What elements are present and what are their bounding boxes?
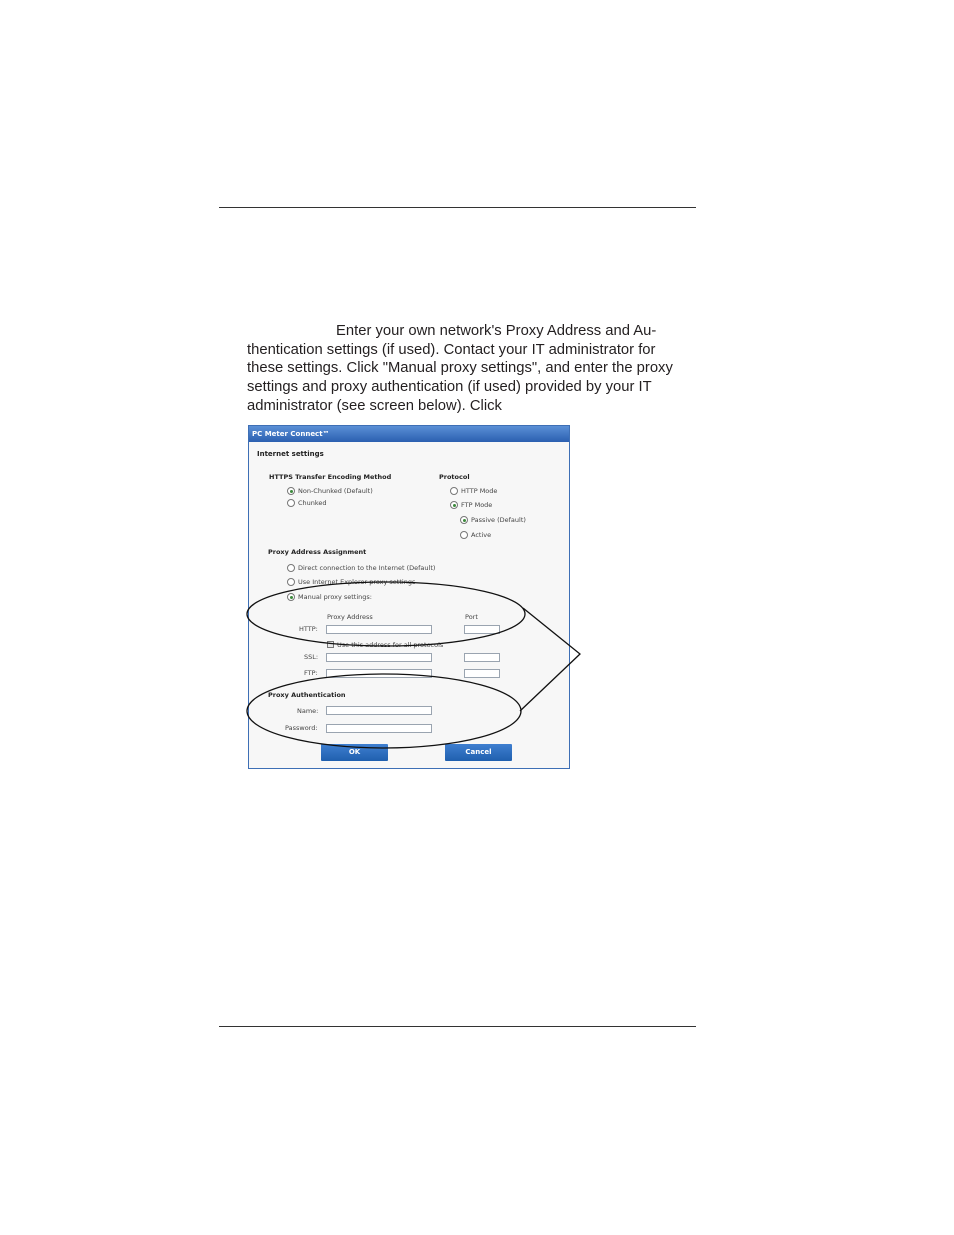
non-chunked-label: Non-Chunked (Default) xyxy=(298,487,373,495)
paragraph-line: administrator (see screen below). Click xyxy=(247,397,502,414)
ftp-mode-label: FTP Mode xyxy=(461,501,493,509)
name-label: Name: xyxy=(297,707,319,715)
http-mode-label: HTTP Mode xyxy=(461,487,498,495)
paragraph-line: settings and proxy authentication (if used) provided by your IT xyxy=(247,379,652,396)
paragraph-line: thentication settings (if used). Contact your IT administrator for xyxy=(247,341,656,358)
proxy-assignment-label: Proxy Address Assignment xyxy=(268,548,367,556)
callout-pointer-line xyxy=(520,608,580,711)
paragraph-line: Enter your own network's Proxy Address and Au- xyxy=(336,323,657,339)
ok-button[interactable]: OK xyxy=(321,744,388,761)
dialog-title: PC Meter Connect™ xyxy=(249,426,569,442)
bottom-rule xyxy=(219,1026,696,1027)
ie-proxy-label: Use Internet Explorer proxy settings xyxy=(298,578,416,586)
direct-connection-label: Direct connection to the Internet (Default) xyxy=(298,564,436,572)
protocol-label: Protocol xyxy=(439,473,470,481)
chunked-label: Chunked xyxy=(298,499,327,507)
active-label: Active xyxy=(471,531,492,539)
auth-callout-ellipse xyxy=(247,674,521,748)
paragraph-line: these settings. Click "Manual proxy settings", and enter the proxy xyxy=(247,360,673,377)
proxy-address-header: Proxy Address xyxy=(327,613,373,621)
section-heading: Internet settings xyxy=(257,450,324,458)
http-label: HTTP: xyxy=(299,625,318,633)
use-all-label: Use this address for all protocols xyxy=(337,641,444,649)
proxy-callout-ellipse xyxy=(247,582,525,646)
manual-proxy-label: Manual proxy settings: xyxy=(298,593,372,601)
password-label: Password: xyxy=(285,724,318,732)
port-header: Port xyxy=(465,613,478,621)
encoding-label: HTTPS Transfer Encoding Method xyxy=(269,473,392,481)
passive-label: Passive (Default) xyxy=(471,516,526,524)
ftp-label: FTP: xyxy=(304,669,318,677)
cancel-button[interactable]: Cancel xyxy=(445,744,512,761)
ssl-label: SSL: xyxy=(304,653,319,661)
proxy-auth-label: Proxy Authentication xyxy=(268,691,346,699)
